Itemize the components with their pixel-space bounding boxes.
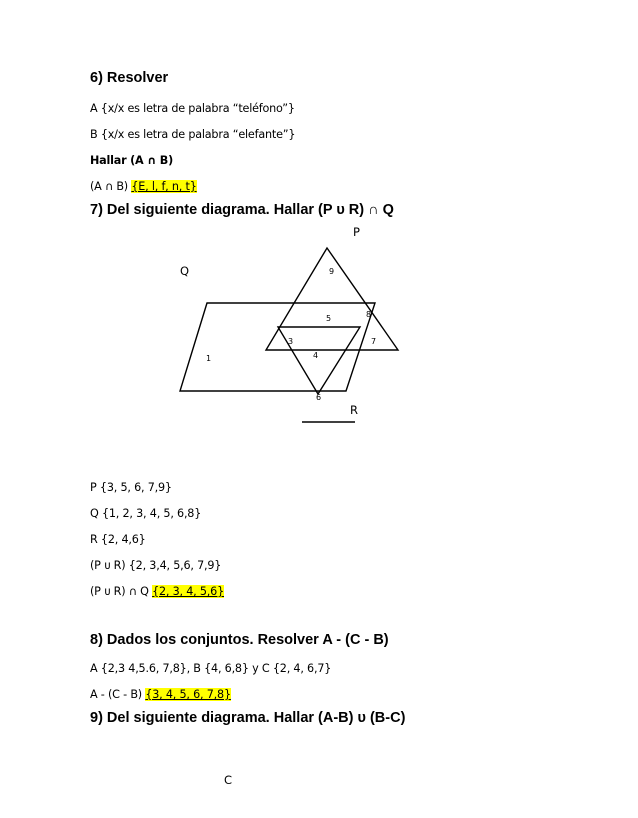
result-line (90, 585, 224, 598)
region-number-4: 4 (313, 351, 319, 360)
region-number-3: 3 (288, 337, 294, 346)
region-number-8: 8 (366, 310, 372, 319)
set-r-listing: R {2, 4,6} (90, 533, 146, 546)
set-q-parallelogram (180, 303, 375, 391)
set-p-listing: P {3, 5, 6, 7,9} (90, 481, 172, 494)
region-number-5: 5 (326, 314, 332, 323)
intersection-task: Hallar (A ∩ B) (90, 154, 174, 167)
label-q: Q (180, 264, 190, 278)
section-8-heading: 8) Dados los conjuntos. Resolver A - (C - B) (90, 632, 389, 648)
difference-answer-line (90, 688, 231, 701)
answer-prefix: A - (C - B) (90, 688, 146, 701)
highlighted-answer: {E, l, f, n, t} (131, 180, 197, 193)
label-c: C (224, 773, 232, 787)
highlighted-answer: {3, 4, 5, 6, 7,8} (145, 688, 231, 701)
region-number-9: 9 (329, 267, 335, 276)
result-prefix: (P ᴜ R) ∩ Q (90, 585, 153, 598)
label-r: R (350, 403, 358, 417)
region-number-6: 6 (316, 393, 322, 402)
set-a-definition: A {x/x es letra de palabra “teléfono”} (90, 102, 295, 115)
region-number-1: 1 (206, 354, 212, 363)
label-p: P (353, 225, 360, 239)
section-6-heading: 6) Resolver (90, 70, 169, 86)
set-p-triangle (266, 248, 398, 350)
sets-definition: A {2,3 4,5.6, 7,8}, B {4, 6,8} y C {2, 4, 6,7} (90, 662, 332, 675)
section-7-heading: 7) Del siguiente diagrama. Hallar (P ᴜ R) ∩ Q (90, 202, 394, 218)
set-q-listing: Q {1, 2, 3, 4, 5, 6,8} (90, 507, 202, 520)
answer-prefix: (A ∩ B) (90, 180, 132, 193)
union-listing: (P ᴜ R) {2, 3,4, 5,6, 7,9} (90, 559, 222, 572)
region-number-7: 7 (371, 337, 377, 346)
highlighted-result: {2, 3, 4, 5,6} (152, 585, 224, 598)
section-9-heading: 9) Del siguiente diagrama. Hallar (A-B) ᴜ (B-C) (90, 710, 406, 726)
set-b-definition: B {x/x es letra de palabra “elefante”} (90, 128, 296, 141)
